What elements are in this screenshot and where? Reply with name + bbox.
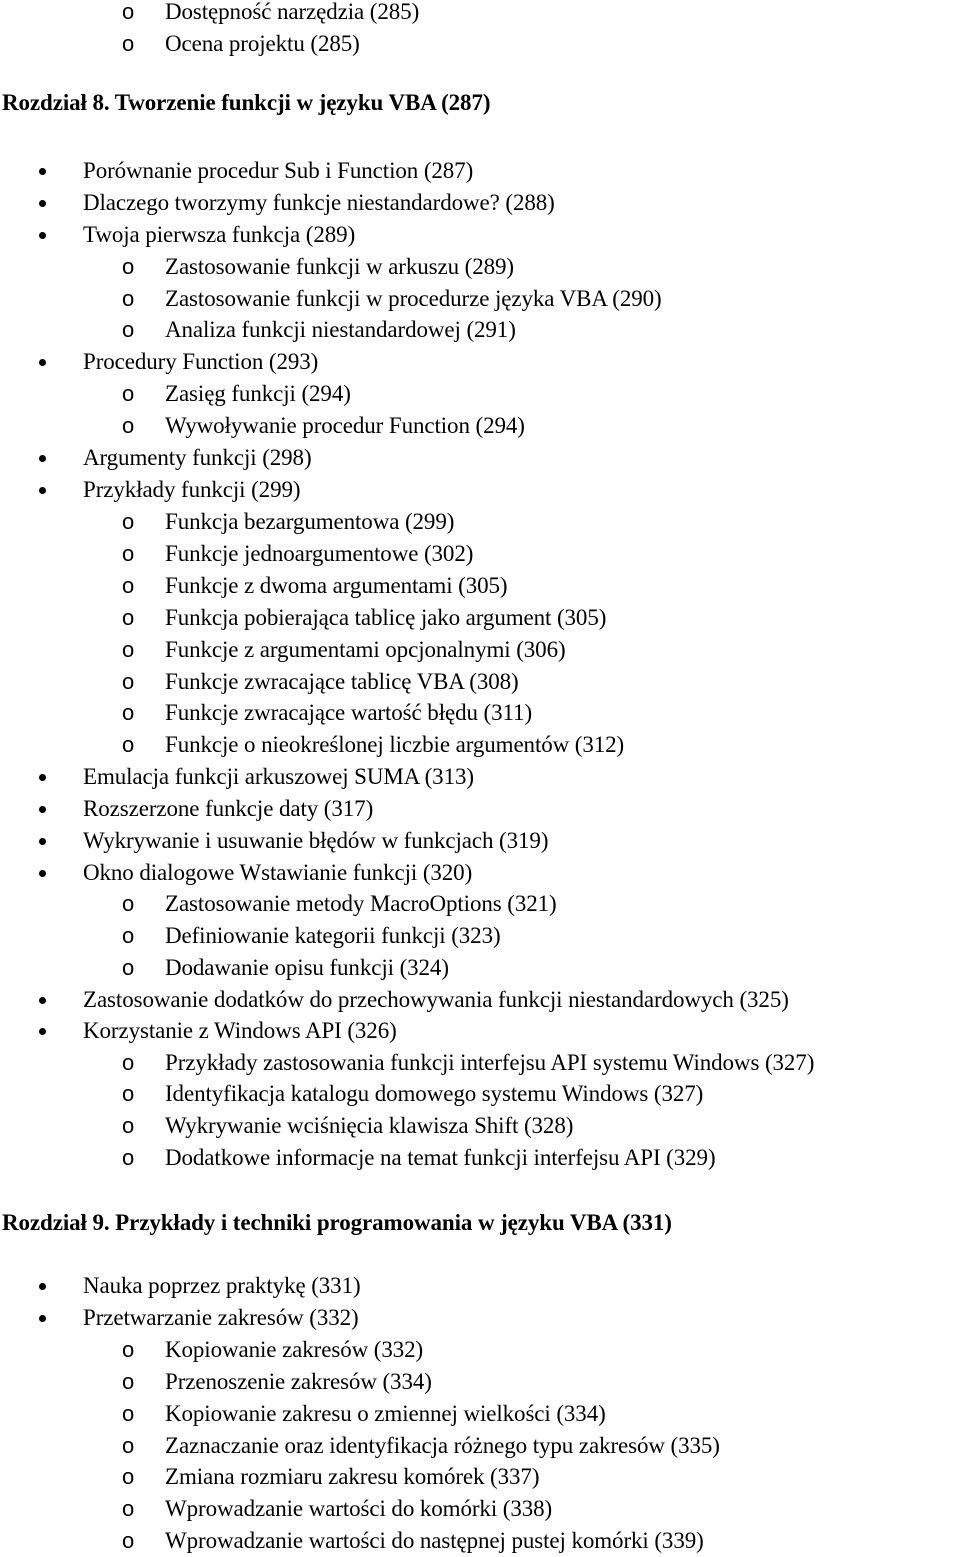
entry-text: Funkcje z dwoma argumentami (305) [165, 573, 508, 598]
entry-text: Funkcja pobierająca tablicę jako argument (305) [165, 605, 607, 630]
list-item [0, 1366, 960, 1398]
bullet-icon [39, 997, 46, 1004]
list-item [0, 28, 960, 60]
list-item [0, 1270, 960, 1302]
list-item [0, 1493, 960, 1525]
list-item [0, 697, 960, 729]
chapter-title: Rozdział 9. Przykłady i techniki programowania w języku VBA (331) [2, 1210, 672, 1235]
bullet-icon [39, 1283, 46, 1290]
entry-text: Dodawanie opisu funkcji (324) [165, 955, 449, 980]
entry-text: Funkcje jednoargumentowe (302) [165, 541, 474, 566]
list-item [0, 761, 960, 793]
sub-bullet-marker: o [122, 605, 135, 630]
sub-bullet-marker: o [122, 1433, 135, 1458]
entry-text: Przykłady zastosowania funkcji interfejsu API systemu Windows (327) [165, 1050, 815, 1075]
entry-text: Funkcja bezargumentowa (299) [165, 509, 455, 534]
entry-text: Analiza funkcji niestandardowej (291) [165, 317, 516, 342]
bullet-icon [39, 1315, 46, 1322]
sub-bullet-marker: o [122, 286, 135, 311]
sub-bullet-marker: o [122, 413, 135, 438]
sub-bullet-marker: o [122, 1369, 135, 1394]
list-item [0, 1302, 960, 1334]
entry-text: Zastosowanie dodatków do przechowywania funkcji niestandardowych (325) [83, 987, 789, 1012]
list-item [0, 251, 960, 283]
entry-text: Wywoływanie procedur Function (294) [165, 413, 525, 438]
list-item [0, 570, 960, 602]
entry-text: Zastosowanie metody MacroOptions (321) [165, 891, 557, 916]
entry-text: Zmiana rozmiaru zakresu komórek (337) [165, 1464, 540, 1489]
list-item [0, 666, 960, 698]
list-item [0, 1110, 960, 1142]
bullet-icon [39, 200, 46, 207]
entry-text: Dostępność narzędzia (285) [165, 0, 420, 24]
sub-bullet-marker: o [122, 700, 135, 725]
chapter-heading [0, 87, 960, 119]
bullet-icon [39, 168, 46, 175]
bullet-icon [39, 455, 46, 462]
chapter-heading [0, 1207, 960, 1239]
entry-text: Wykrywanie wciśnięcia klawisza Shift (328) [165, 1113, 574, 1138]
list-item [0, 538, 960, 570]
entry-text: Emulacja funkcji arkuszowej SUMA (313) [83, 764, 474, 789]
list-item [0, 314, 960, 346]
list-item [0, 1015, 960, 1047]
entry-text: Definiowanie kategorii funkcji (323) [165, 923, 501, 948]
entry-text: Przykłady funkcji (299) [83, 477, 301, 502]
sub-bullet-marker: o [122, 1145, 135, 1170]
sub-bullet-marker: o [122, 891, 135, 916]
entry-text: Kopiowanie zakresów (332) [165, 1337, 424, 1362]
sub-bullet-marker: o [122, 1337, 135, 1362]
list-item [0, 952, 960, 984]
list-item [0, 793, 960, 825]
entry-text: Wykrywanie i usuwanie błędów w funkcjach (319) [83, 828, 549, 853]
entry-text: Procedury Function (293) [83, 349, 319, 374]
list-item [0, 1047, 960, 1079]
list-item [0, 1398, 960, 1430]
bullet-icon [39, 359, 46, 366]
sub-bullet-marker: o [122, 1113, 135, 1138]
sub-bullet-marker: o [122, 732, 135, 757]
entry-text: Funkcje zwracające tablicę VBA (308) [165, 669, 519, 694]
bullet-icon [39, 870, 46, 877]
list-item [0, 0, 960, 28]
bullet-icon [39, 806, 46, 813]
entry-text: Wprowadzanie wartości do komórki (338) [165, 1496, 553, 1521]
list-item [0, 506, 960, 538]
entry-text: Korzystanie z Windows API (326) [83, 1018, 397, 1043]
entry-text: Nauka poprzez praktykę (331) [83, 1273, 361, 1298]
sub-bullet-marker: o [122, 317, 135, 342]
list-item [0, 825, 960, 857]
list-item [0, 219, 960, 251]
entry-text: Zastosowanie funkcji w arkuszu (289) [165, 254, 514, 279]
list-item [0, 1430, 960, 1462]
bullet-icon [39, 838, 46, 845]
bullet-icon [39, 774, 46, 781]
sub-bullet-marker: o [122, 637, 135, 662]
entry-text: Przetwarzanie zakresów (332) [83, 1305, 359, 1330]
sub-bullet-marker: o [122, 955, 135, 980]
entry-text: Zaznaczanie oraz identyfikacja różnego typu zakresów (335) [165, 1433, 720, 1458]
list-item [0, 283, 960, 315]
list-item [0, 346, 960, 378]
bullet-icon [39, 232, 46, 239]
list-item [0, 187, 960, 219]
entry-text: Identyfikacja katalogu domowego systemu Windows (327) [165, 1081, 704, 1106]
list-item [0, 410, 960, 442]
entry-text: Argumenty funkcji (298) [83, 445, 312, 470]
list-item [0, 474, 960, 506]
list-item [0, 1142, 960, 1174]
list-item [0, 1078, 960, 1110]
list-item [0, 857, 960, 889]
sub-bullet-marker: o [122, 1496, 135, 1521]
list-item [0, 729, 960, 761]
sub-bullet-marker: o [122, 1050, 135, 1075]
bullet-icon [39, 487, 46, 494]
sub-bullet-marker: o [122, 1081, 135, 1106]
entry-text: Dlaczego tworzymy funkcje niestandardowe? (288) [83, 190, 555, 215]
entry-text: Porównanie procedur Sub i Function (287) [83, 158, 474, 183]
sub-bullet-marker: o [122, 1528, 135, 1553]
entry-text: Okno dialogowe Wstawianie funkcji (320) [83, 860, 473, 885]
entry-text: Twoja pierwsza funkcja (289) [83, 222, 356, 247]
entry-text: Funkcje z argumentami opcjonalnymi (306) [165, 637, 566, 662]
sub-bullet-marker: o [122, 381, 135, 406]
list-item [0, 1461, 960, 1493]
entry-text: Kopiowanie zakresu o zmiennej wielkości (334) [165, 1401, 606, 1426]
list-item [0, 920, 960, 952]
list-item [0, 888, 960, 920]
list-item [0, 984, 960, 1016]
chapter-title: Rozdział 8. Tworzenie funkcji w języku VBA (287) [2, 90, 491, 115]
list-item [0, 155, 960, 187]
sub-bullet-marker: o [122, 1464, 135, 1489]
sub-bullet-marker: o [122, 541, 135, 566]
sub-bullet-marker: o [122, 1401, 135, 1426]
list-item [0, 442, 960, 474]
entry-text: Zastosowanie funkcji w procedurze języka VBA (290) [165, 286, 662, 311]
list-item [0, 602, 960, 634]
list-item [0, 378, 960, 410]
sub-bullet-marker: o [122, 573, 135, 598]
entry-text: Ocena projektu (285) [165, 31, 360, 56]
entry-text: Funkcje zwracające wartość błędu (311) [165, 700, 533, 725]
entry-text: Funkcje o nieokreślonej liczbie argumentów (312) [165, 732, 625, 757]
sub-bullet-marker: o [122, 923, 135, 948]
sub-bullet-marker: o [122, 0, 135, 24]
list-item [0, 634, 960, 666]
entry-text: Przenoszenie zakresów (334) [165, 1369, 432, 1394]
sub-bullet-marker: o [122, 31, 135, 56]
list-item [0, 1334, 960, 1366]
list-item [0, 1525, 960, 1557]
entry-text: Dodatkowe informacje na temat funkcji interfejsu API (329) [165, 1145, 716, 1170]
sub-bullet-marker: o [122, 509, 135, 534]
entry-text: Wprowadzanie wartości do następnej pustej komórki (339) [165, 1528, 704, 1553]
entry-text: Zasięg funkcji (294) [165, 381, 351, 406]
sub-bullet-marker: o [122, 254, 135, 279]
sub-bullet-marker: o [122, 669, 135, 694]
bullet-icon [39, 1028, 46, 1035]
entry-text: Rozszerzone funkcje daty (317) [83, 796, 374, 821]
